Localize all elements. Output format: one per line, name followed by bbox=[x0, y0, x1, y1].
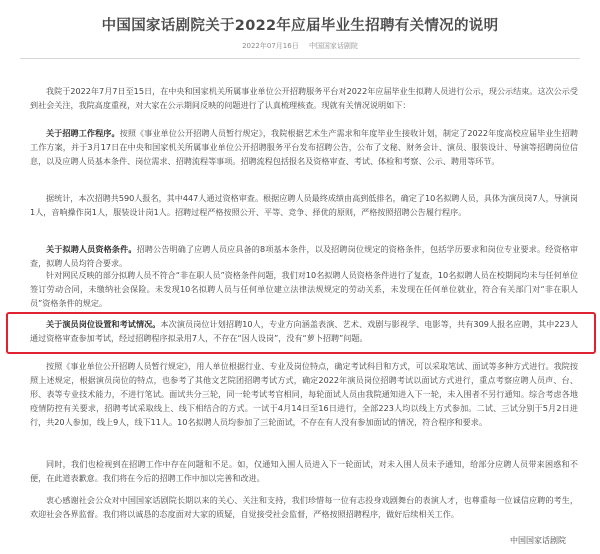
paragraph-qualification: 关于拟聘人员资格条件。招聘公告明确了应聘人员应具备的8项基本条件，以及招聘岗位规定的资格条件，包括学历要求和岗位专业要求。经资格审查，拟聘人员均符合要求。 bbox=[30, 244, 578, 268]
paragraph-actor-positions: 关于演员岗位设置和考试情况。本次演员岗位计划招聘10人，专业方向涵盖表演、艺术、戏剧与影视学、电影等，共有309人报名应聘，其中223人通过资格审查参加考试，经过招聘程序拟录用7人，不存在“因人设岗”，没有“萝卜招聘”问题。 bbox=[30, 319, 578, 343]
article-date: 2022年07月16日 bbox=[242, 42, 299, 50]
paragraph-statistics: 据统计，本次招聘共590人报名，其中447人通过资格审查。根据应聘人员最终成绩由高到低排名，确定了10名拟聘人员，具体为演员岗7人，导演岗1人，音响操作岗1人，服装设计岗1人。招聘过程严格按照公开、平等、竞争、择优的原则，严格按照招聘公告履行程序。 bbox=[30, 193, 578, 217]
article-meta bbox=[0, 41, 600, 51]
paragraph-lead: 关于招聘工作程序。 bbox=[46, 128, 120, 138]
paragraph-intro: 我院于2022年7月7日至15日，在中央和国家机关所属事业单位公开招聘服务平台对2022年应届毕业生拟聘人员进行公示，现公示结束。这次公示受到社会关注，我院高度重视，对大家在公示期间反映的问题进行了认真梳理核查。现就有关情况说明如下： bbox=[30, 86, 578, 110]
paragraph-shortcomings: 同时，我们也检视到在招聘工作中存在问题和不足。如，仅通知入围人员进入下一轮面试，对未入围人员未予通知，给部分应聘人员带来困惑和不便，在此道表歉意。我们将在今后的招聘工作中加以完善和改进。 bbox=[30, 459, 578, 483]
article-source: 中国国家话剧院 bbox=[308, 42, 358, 50]
paragraph-employment-status: 针对网民反映的部分拟聘人员不符合“非在职人员”资格条件问题，我们对10名拟聘人员资格条件进行了复查，10名拟聘人员在校期间均未与任何单位签订劳动合同，未缴纳社会保险。未发现10名拟聘人员与任何单位建立法律法规规定的劳动关系，未发现在任何单位就业，符合有关部门对“非在职人员”资格条件的规定。 bbox=[30, 270, 578, 308]
paragraph-lead: 关于演员岗位设置和考试情况。 bbox=[46, 319, 161, 329]
paragraph-procedure: 关于招聘工作程序。按照《事业单位公开招聘人员暂行规定》，我院根据艺术生产需求和年度毕业生接收计划，制定了2022年度高校应届毕业生招聘工作方案，并于3月17日在中央和国家机关所属事业单位公开招聘服务平台发布招聘公告，公布了文秘、财务会计、演员、服装设计、导演等招聘岗位信息，以及应聘人员基本条件、岗位需求、招聘流程等事项。招聘流程包括报名及资格审查、考试、体检和考察、公示、聘用等环节。 bbox=[30, 128, 578, 166]
title-divider bbox=[20, 58, 580, 59]
signature: 中国国家话剧院 bbox=[510, 536, 566, 545]
paragraph-thanks: 衷心感谢社会公众对中国国家话剧院长期以来的关心、关注和支持，我们珍惜每一位有志投身戏剧舞台的表演人才，也尊重每一位诚信应聘的考生，欢迎社会各界监督。我们将以诚恳的态度面对大家的质疑，自觉接受社会监督，严格按照招聘程序，做好后续相关工作。 bbox=[30, 495, 578, 519]
article-title: 中国国家话剧院关于2022年应届毕业生招聘有关情况的说明 bbox=[101, 18, 499, 34]
paragraph-lead: 关于拟聘人员资格条件。 bbox=[46, 244, 137, 254]
paragraph-exam-process: 按照《事业单位公开招聘人员暂行规定》，用人单位根据行业、专业及岗位特点，确定考试科目和方式，可以采取笔试、面试等多种方式进行。我院按照上述规定，根据演员岗位的特点，也参考了其他文艺院团招聘考试方式，确定2022年演员岗位招聘考试以面试方式进行，重点考察应聘人员声、台、形、表等专业技术能力，不进行笔试。面试共分三轮，同一轮考试考官相同，每轮面试人员由我院通知进入下一轮，未入围者不另行通知。综合考虑各地疫情防控有关要求，招聘考试采取线上、线下相结合的方式。一试于4月14日至16日进行，全部223人均以线上方式参加。二试、三试分别于5月2日进行，共20人参加，线上9人，线下11人。10名拟聘人员均参加了三轮面试，不存在有人没有参加面试的情况，符合程序和要求。 bbox=[30, 361, 578, 427]
